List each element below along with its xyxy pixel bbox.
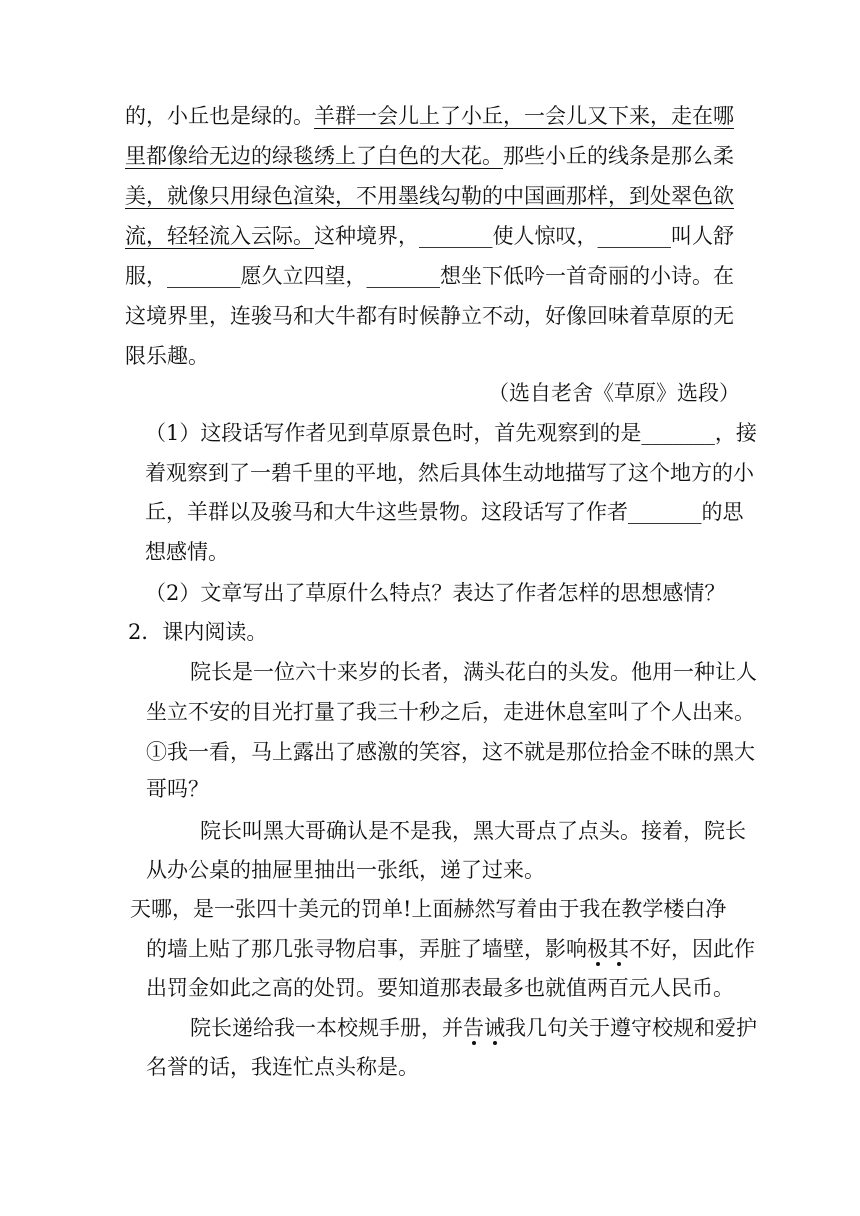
section2-p4-line-2: 名誉的话，我连忙点头称是。 — [146, 1055, 419, 1079]
passage1-line-2 — [125, 141, 734, 171]
underlined-text: 里都像给无边的绿毯绣上了白色的大花。 — [125, 144, 503, 168]
emphasis-char: 告 — [463, 1016, 484, 1040]
text-segment: 不好，因此作 — [629, 937, 755, 961]
q1-line-2: 着观察到了一碧千里的平地，然后具体生动地描写了这个地方的小 — [145, 461, 754, 485]
passage1-line-6: 这境界里，连骏马和大牛都有时候静立不动，好像回味着草原的无 — [125, 304, 734, 328]
passage1-source: （选自老舍《草原》选段） — [488, 381, 740, 405]
q1-line-4: 想感情。 — [145, 540, 229, 564]
emphasis-char: 其 — [608, 937, 629, 961]
underlined-text: 美，就像只用绿色渲染，不用墨线勾勒的中国画那样，到处翠色欲 — [125, 184, 734, 208]
section2-p4-line-1 — [190, 1013, 757, 1043]
q1-line-3: 丘，羊群以及骏马和大牛这些景物。这段话写了作者_______的思 — [145, 500, 744, 524]
text-segment: 的墙上贴了那几张寻物启事，弄脏了墙壁，影响 — [146, 937, 587, 961]
section2-p3-line-2 — [146, 934, 755, 964]
passage1-line-4 — [125, 221, 734, 251]
text-segment: 那些小丘的线条是那么柔 — [503, 144, 734, 168]
section2-heading: 2．课内阅读。 — [128, 620, 268, 644]
section2-p3-line-3: 出罚金如此之高的处罚。要知道那表最多也就值两百元人民币。 — [146, 976, 734, 1000]
passage1-line-1 — [125, 101, 734, 131]
section2-p1-line-1: 院长是一位六十来岁的长者，满头花白的头发。他用一种让人 — [190, 660, 757, 684]
q2-line: （2）文章写出了草原什么特点？表达了作者怎样的思想感情？ — [145, 581, 726, 605]
passage1-line-7: 限乐趣。 — [125, 344, 209, 368]
passage1-line-5: 服，_______愿久立四望，_______想坐下低吟一首奇丽的小诗。在 — [125, 264, 734, 288]
section2-p1-line-4: 哥吗？ — [146, 777, 209, 801]
section2-p2-line-2: 从办公桌的抽屉里抽出一张纸，递了过来。 — [146, 858, 545, 882]
section2-p1-line-3: ①我一看，马上露出了感激的笑容，这不就是那位拾金不昧的黑大 — [146, 740, 755, 764]
text-segment: 我几句关于遵守校规和爱护 — [505, 1016, 757, 1040]
passage1-line-3 — [125, 181, 734, 211]
section2-p1-line-2: 坐立不安的目光打量了我三十秒之后，走进休息室叫了个人出来。 — [146, 700, 755, 724]
section2-p2-line-1: 院长叫黑大哥确认是不是我，黑大哥点了点头。接着，院长 — [200, 819, 746, 843]
underlined-text: 流，轻轻流入云际。 — [125, 224, 314, 248]
text-segment: 院长递给我一本校规手册，并 — [190, 1016, 463, 1040]
q1-line-1: （1）这段话写作者见到草原景色时，首先观察到的是_______，接 — [145, 421, 757, 445]
text-segment: 这种境界，_______使人惊叹，_______叫人舒 — [314, 224, 734, 248]
section2-p3-line-1: 天哪，是一张四十美元的罚单!上面赫然写着由于我在教学楼白净 — [130, 897, 727, 921]
underlined-text: 羊群一会儿上了小丘，一会儿又下来，走在哪 — [314, 104, 734, 128]
emphasis-char: 极 — [587, 937, 608, 961]
emphasis-char: 诫 — [484, 1016, 505, 1040]
text-segment: 的，小丘也是绿的。 — [125, 104, 314, 128]
